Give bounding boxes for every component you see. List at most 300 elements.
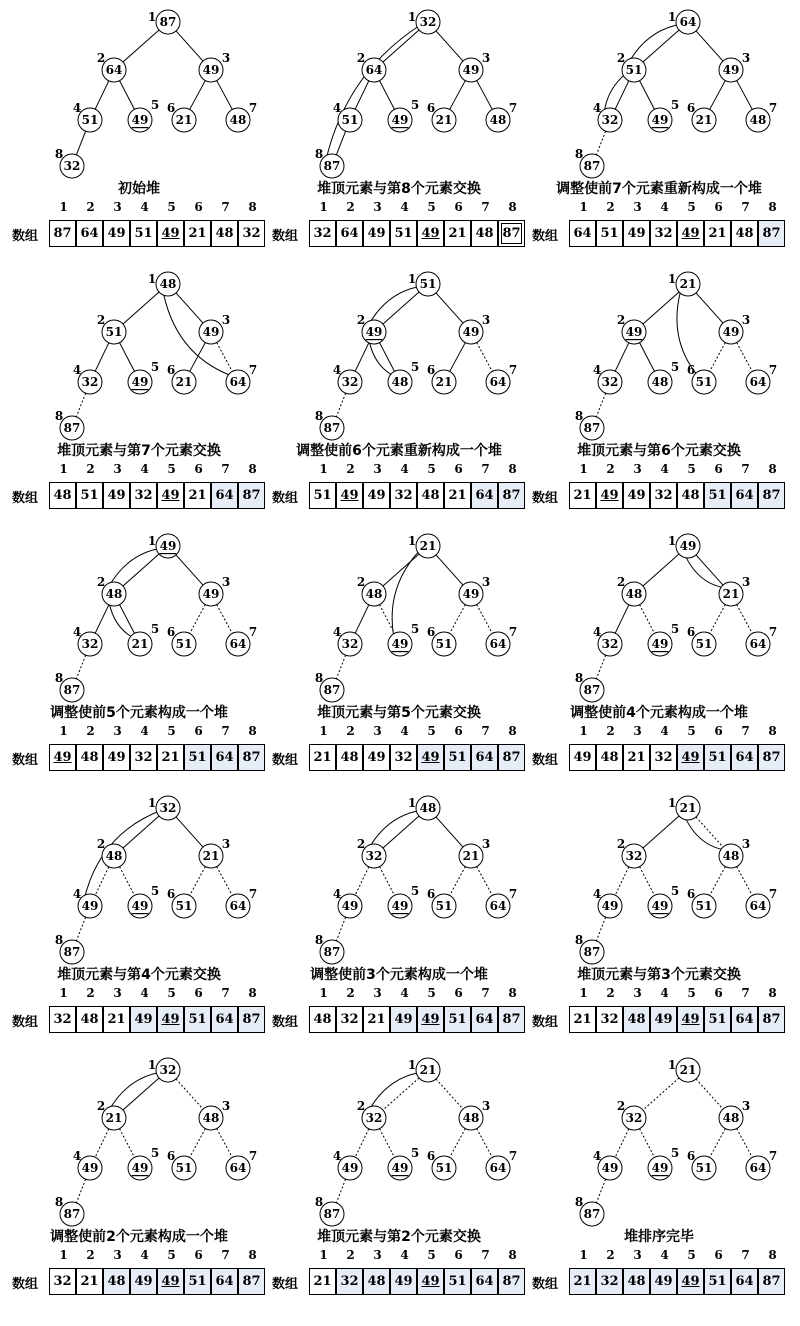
array-cell: 49 (103, 220, 130, 247)
tree-node (55, 1195, 84, 1226)
tree-node (148, 796, 180, 820)
array-cell: 49 (157, 1006, 184, 1033)
array-index: 2 (346, 724, 355, 738)
tree-edge (190, 343, 206, 372)
step-panel (10, 0, 268, 262)
node-value: 21 (722, 587, 740, 601)
node-index: 5 (670, 1146, 680, 1160)
array-cell: 49 (130, 1268, 157, 1295)
array-cell: 49 (417, 1268, 444, 1295)
node-index: 4 (332, 625, 342, 639)
tree-node (315, 933, 344, 964)
step-panel (10, 1048, 268, 1310)
array-cell: 32 (596, 1006, 623, 1033)
node-index: 7 (508, 625, 518, 639)
tree-edge (380, 1129, 395, 1158)
tree-node (199, 313, 230, 344)
array-index: 7 (481, 200, 490, 214)
node-value: 21 (679, 801, 697, 815)
tree-node (459, 51, 490, 82)
node-index: 3 (741, 837, 751, 851)
node-value: 87 (63, 945, 81, 959)
node-index: 5 (150, 622, 160, 636)
node-index: 4 (332, 101, 342, 115)
node-index: 5 (150, 884, 160, 898)
array-index: 4 (140, 724, 149, 738)
node-index: 8 (314, 147, 324, 161)
tree-edge (640, 605, 655, 634)
array-cell: 87 (238, 1006, 265, 1033)
tree-node (617, 837, 646, 868)
array-cell: 21 (184, 220, 211, 247)
array-label: 数组 (272, 753, 299, 768)
node-index: 1 (667, 1058, 677, 1072)
tree-node (593, 101, 622, 132)
array-cell: 64 (731, 1006, 758, 1033)
array-index: 2 (86, 200, 95, 214)
array-cell: 51 (390, 220, 417, 247)
tree-edge (640, 81, 655, 110)
node-index: 5 (410, 98, 420, 112)
array-index: 1 (59, 986, 68, 1000)
node-value: 32 (419, 15, 437, 29)
node-index: 7 (248, 101, 258, 115)
array-cell: 32 (336, 1006, 363, 1033)
node-value: 49 (391, 637, 409, 651)
tree-node (73, 625, 102, 656)
node-index: 8 (54, 671, 64, 685)
tree-node (128, 1146, 159, 1180)
array-index: 3 (373, 986, 382, 1000)
tree-node (73, 1149, 102, 1180)
node-index: 5 (670, 360, 680, 374)
tree-edge (336, 655, 345, 679)
step-panel (530, 786, 788, 1048)
array-cell: 49 (417, 744, 444, 771)
node-index: 7 (248, 1149, 258, 1163)
array-label: 数组 (272, 229, 299, 244)
array-index: 8 (768, 462, 777, 476)
node-index: 7 (768, 887, 778, 901)
node-value: 49 (462, 587, 480, 601)
tree-node (593, 887, 622, 918)
node-value: 32 (159, 801, 177, 815)
tree-edge (76, 131, 85, 155)
node-index: 3 (221, 313, 231, 327)
tree-edge (380, 867, 395, 896)
tree-node (388, 884, 419, 918)
node-index: 1 (147, 796, 157, 810)
node-value: 64 (749, 637, 767, 651)
array-row (270, 986, 528, 1046)
tree-edge (640, 867, 655, 896)
array-index: 7 (741, 200, 750, 214)
array-label: 数组 (532, 229, 559, 244)
tree-edge (336, 1179, 345, 1203)
tree-edge (355, 1129, 369, 1157)
heap-tree (530, 524, 788, 714)
array-cell: 87 (238, 482, 265, 509)
node-index: 4 (72, 1149, 82, 1163)
tree-node (199, 51, 230, 82)
node-index: 4 (592, 363, 602, 377)
tree-node (55, 933, 84, 964)
tree-edge (190, 605, 206, 634)
array-cell: 48 (417, 482, 444, 509)
array-cell: 32 (49, 1268, 76, 1295)
array-index: 5 (167, 1248, 176, 1262)
array-index: 5 (167, 986, 176, 1000)
array-index: 4 (660, 986, 669, 1000)
node-value: 64 (365, 63, 383, 77)
array-cell: 87 (498, 482, 525, 509)
array-row (270, 724, 528, 784)
array-index: 6 (194, 724, 203, 738)
node-value: 32 (81, 375, 99, 389)
node-index: 2 (356, 575, 366, 589)
array-cell: 51 (704, 1006, 731, 1033)
array-index: 6 (454, 462, 463, 476)
array-index: 5 (687, 986, 696, 1000)
array-index: 2 (86, 1248, 95, 1262)
tree-edge (95, 605, 109, 633)
tree-edge (737, 81, 753, 110)
heap-tree (270, 0, 528, 190)
node-index: 6 (686, 363, 696, 377)
array-index: 6 (454, 724, 463, 738)
array-cell: 49 (390, 1006, 417, 1033)
array-cell: 32 (238, 220, 265, 247)
array-cell: 64 (211, 482, 238, 509)
array-index: 2 (606, 724, 615, 738)
node-index: 4 (592, 625, 602, 639)
array-index: 4 (660, 1248, 669, 1262)
array-row (10, 462, 268, 522)
node-index: 2 (356, 313, 366, 327)
array-index: 3 (633, 1248, 642, 1262)
node-value: 87 (583, 945, 601, 959)
tree-node (315, 1195, 344, 1226)
array-cell: 21 (103, 1006, 130, 1033)
array-index: 3 (633, 462, 642, 476)
heap-tree (270, 786, 528, 976)
heap-tree (10, 524, 268, 714)
node-value: 51 (105, 325, 123, 339)
tree-node (593, 625, 622, 656)
node-value: 21 (419, 539, 437, 553)
tree-node (408, 1058, 440, 1082)
array-index: 2 (606, 986, 615, 1000)
node-value: 87 (63, 683, 81, 697)
step-panel (10, 262, 268, 524)
tree-node (128, 622, 159, 656)
tree-edge (436, 1079, 463, 1109)
node-index: 6 (166, 887, 176, 901)
step-panel (270, 786, 528, 1048)
node-index: 4 (592, 1149, 602, 1163)
tree-node (719, 575, 750, 606)
array-index: 4 (400, 462, 409, 476)
array-cell: 64 (336, 220, 363, 247)
node-index: 2 (616, 575, 626, 589)
tree-node (593, 363, 622, 394)
array-cell: 21 (569, 1006, 596, 1033)
array-row (10, 724, 268, 784)
array-index: 6 (194, 462, 203, 476)
tree-edge (477, 867, 493, 896)
tree-edge (217, 1129, 233, 1158)
heap-tree (10, 786, 268, 976)
node-value: 49 (131, 1161, 149, 1175)
node-value: 64 (229, 1161, 247, 1175)
array-index: 3 (113, 200, 122, 214)
node-index: 6 (166, 101, 176, 115)
tree-node (459, 313, 490, 344)
node-index: 5 (150, 1146, 160, 1160)
array-index: 1 (59, 462, 68, 476)
node-index: 5 (150, 98, 160, 112)
node-value: 49 (391, 113, 409, 127)
node-value: 32 (601, 637, 619, 651)
node-value: 32 (365, 849, 383, 863)
node-index: 3 (221, 575, 231, 589)
step-caption: 调整使前5个元素构成一个堆 (50, 705, 228, 721)
array-index: 2 (606, 1248, 615, 1262)
tree-node (357, 51, 386, 82)
tree-edge (615, 867, 629, 895)
node-value: 87 (323, 159, 341, 173)
step-caption: 堆顶元素与第6个元素交换 (577, 443, 741, 459)
node-value: 49 (202, 325, 220, 339)
tree-edge (436, 31, 463, 61)
node-index: 7 (248, 363, 258, 377)
node-value: 51 (175, 899, 193, 913)
array-cell: 64 (731, 1268, 758, 1295)
array-index: 4 (140, 200, 149, 214)
tree-node (668, 272, 700, 296)
array-cell: 48 (677, 482, 704, 509)
tree-node (55, 409, 84, 440)
node-value: 48 (229, 113, 247, 127)
node-value: 49 (341, 1161, 359, 1175)
node-value: 87 (583, 683, 601, 697)
step-caption: 调整使前3个元素构成一个堆 (310, 967, 488, 983)
array-index: 5 (687, 1248, 696, 1262)
tree-edge (596, 917, 605, 941)
array-cell: 49 (623, 482, 650, 509)
node-value: 49 (202, 587, 220, 601)
node-value: 48 (365, 587, 383, 601)
array-cell: 49 (103, 482, 130, 509)
array-index: 5 (427, 462, 436, 476)
tree-node (148, 272, 180, 296)
node-index: 2 (616, 837, 626, 851)
tree-edge (190, 867, 206, 896)
tree-edge (710, 867, 726, 896)
array-cell: 64 (471, 1268, 498, 1295)
node-index: 4 (72, 101, 82, 115)
node-index: 1 (667, 534, 677, 548)
tree-edge (123, 554, 159, 586)
node-index: 5 (410, 622, 420, 636)
node-index: 7 (768, 625, 778, 639)
node-value: 87 (63, 421, 81, 435)
node-value: 32 (625, 1111, 643, 1125)
node-value: 21 (435, 375, 453, 389)
node-index: 5 (410, 360, 420, 374)
tree-node (575, 409, 604, 440)
tree-edge (710, 81, 726, 110)
node-value: 48 (159, 277, 177, 291)
node-value: 32 (341, 637, 359, 651)
array-index: 8 (508, 462, 517, 476)
tree-node (128, 98, 159, 132)
heap-tree (270, 1048, 528, 1238)
tree-node (333, 1149, 362, 1180)
node-value: 64 (229, 637, 247, 651)
tree-node (459, 837, 490, 868)
node-value: 49 (722, 63, 740, 77)
tree-edge (76, 917, 85, 941)
tree-edge (383, 554, 419, 586)
heap-tree (530, 1048, 788, 1238)
node-value: 49 (81, 899, 99, 913)
step-caption: 调整使前4个元素构成一个堆 (570, 705, 748, 721)
tree-edge (450, 81, 466, 110)
tree-edge (355, 343, 369, 371)
tree-node (388, 98, 419, 132)
array-index: 8 (508, 986, 517, 1000)
array-cell: 49 (49, 744, 76, 771)
tree-node (617, 1099, 646, 1130)
tree-node (357, 837, 386, 868)
array-index: 3 (373, 462, 382, 476)
array-cell: 87 (758, 1268, 785, 1295)
node-value: 64 (749, 899, 767, 913)
array-index: 5 (167, 462, 176, 476)
tree-node (315, 147, 344, 178)
array-index: 8 (248, 462, 257, 476)
heap-tree (270, 262, 528, 452)
tree-node (128, 360, 159, 394)
node-index: 3 (481, 51, 491, 65)
step-caption: 堆排序完毕 (624, 1229, 694, 1245)
node-value: 49 (651, 637, 669, 651)
array-index: 3 (633, 200, 642, 214)
node-index: 7 (508, 887, 518, 901)
node-index: 1 (667, 796, 677, 810)
node-value: 21 (679, 1063, 697, 1077)
array-cell: 48 (76, 1006, 103, 1033)
node-index: 6 (686, 625, 696, 639)
array-cell: 21 (363, 1006, 390, 1033)
node-value: 87 (323, 421, 341, 435)
node-index: 3 (221, 837, 231, 851)
tree-edge (217, 605, 233, 634)
tree-node (388, 1146, 419, 1180)
tree-edge (615, 343, 629, 371)
array-label: 数组 (12, 1015, 39, 1030)
node-index: 4 (332, 363, 342, 377)
tree-node (357, 313, 386, 344)
array-index: 3 (633, 724, 642, 738)
array-row (270, 200, 528, 260)
tree-edge (95, 81, 109, 109)
tree-node (668, 796, 700, 820)
array-cell: 32 (596, 1268, 623, 1295)
node-value: 51 (419, 277, 437, 291)
step-caption: 调整使前7个元素重新构成一个堆 (556, 181, 762, 197)
tree-edge (76, 393, 85, 417)
array-cell: 21 (444, 482, 471, 509)
tree-edge (123, 292, 159, 324)
node-index: 8 (574, 1195, 584, 1209)
node-index: 8 (574, 409, 584, 423)
array-cell: 64 (731, 744, 758, 771)
array-cell: 32 (130, 482, 157, 509)
tree-node (719, 51, 750, 82)
tree-edge (190, 81, 206, 110)
tree-node (199, 575, 230, 606)
node-index: 7 (248, 625, 258, 639)
tree-edge (336, 917, 345, 941)
array-cell: 49 (363, 220, 390, 247)
array-row (10, 200, 268, 260)
node-value: 32 (601, 375, 619, 389)
node-value: 48 (749, 113, 767, 127)
tree-node (459, 1099, 490, 1130)
node-value: 51 (81, 113, 99, 127)
node-index: 1 (147, 534, 157, 548)
array-index: 4 (400, 986, 409, 1000)
heap-tree (530, 786, 788, 976)
array-index: 4 (140, 1248, 149, 1262)
array-cell: 32 (309, 220, 336, 247)
array-index: 7 (221, 200, 230, 214)
tree-edge (120, 867, 135, 896)
node-index: 7 (508, 1149, 518, 1163)
array-cell: 87 (758, 1006, 785, 1033)
array-label: 数组 (272, 1277, 299, 1292)
tree-edge (217, 867, 233, 896)
tree-node (719, 1099, 750, 1130)
tree-node (315, 671, 344, 702)
node-value: 49 (625, 325, 643, 339)
tree-edge (737, 605, 753, 634)
node-index: 5 (410, 884, 420, 898)
node-index: 2 (356, 837, 366, 851)
array-index: 4 (140, 986, 149, 1000)
array-cell: 51 (184, 744, 211, 771)
tree-node (668, 1058, 700, 1082)
array-cell: 49 (363, 482, 390, 509)
tree-edge (696, 555, 723, 585)
tree-edge (710, 605, 726, 634)
tree-node (333, 887, 362, 918)
node-value: 32 (341, 375, 359, 389)
node-value: 51 (695, 1161, 713, 1175)
array-index: 4 (400, 200, 409, 214)
tree-node (73, 101, 102, 132)
array-cell: 51 (704, 1268, 731, 1295)
array-cell: 48 (76, 744, 103, 771)
node-index: 8 (54, 933, 64, 947)
tree-node (575, 1195, 604, 1226)
node-index: 4 (332, 1149, 342, 1163)
array-index: 2 (86, 462, 95, 476)
array-cell: 48 (103, 1268, 130, 1295)
node-index: 3 (481, 837, 491, 851)
